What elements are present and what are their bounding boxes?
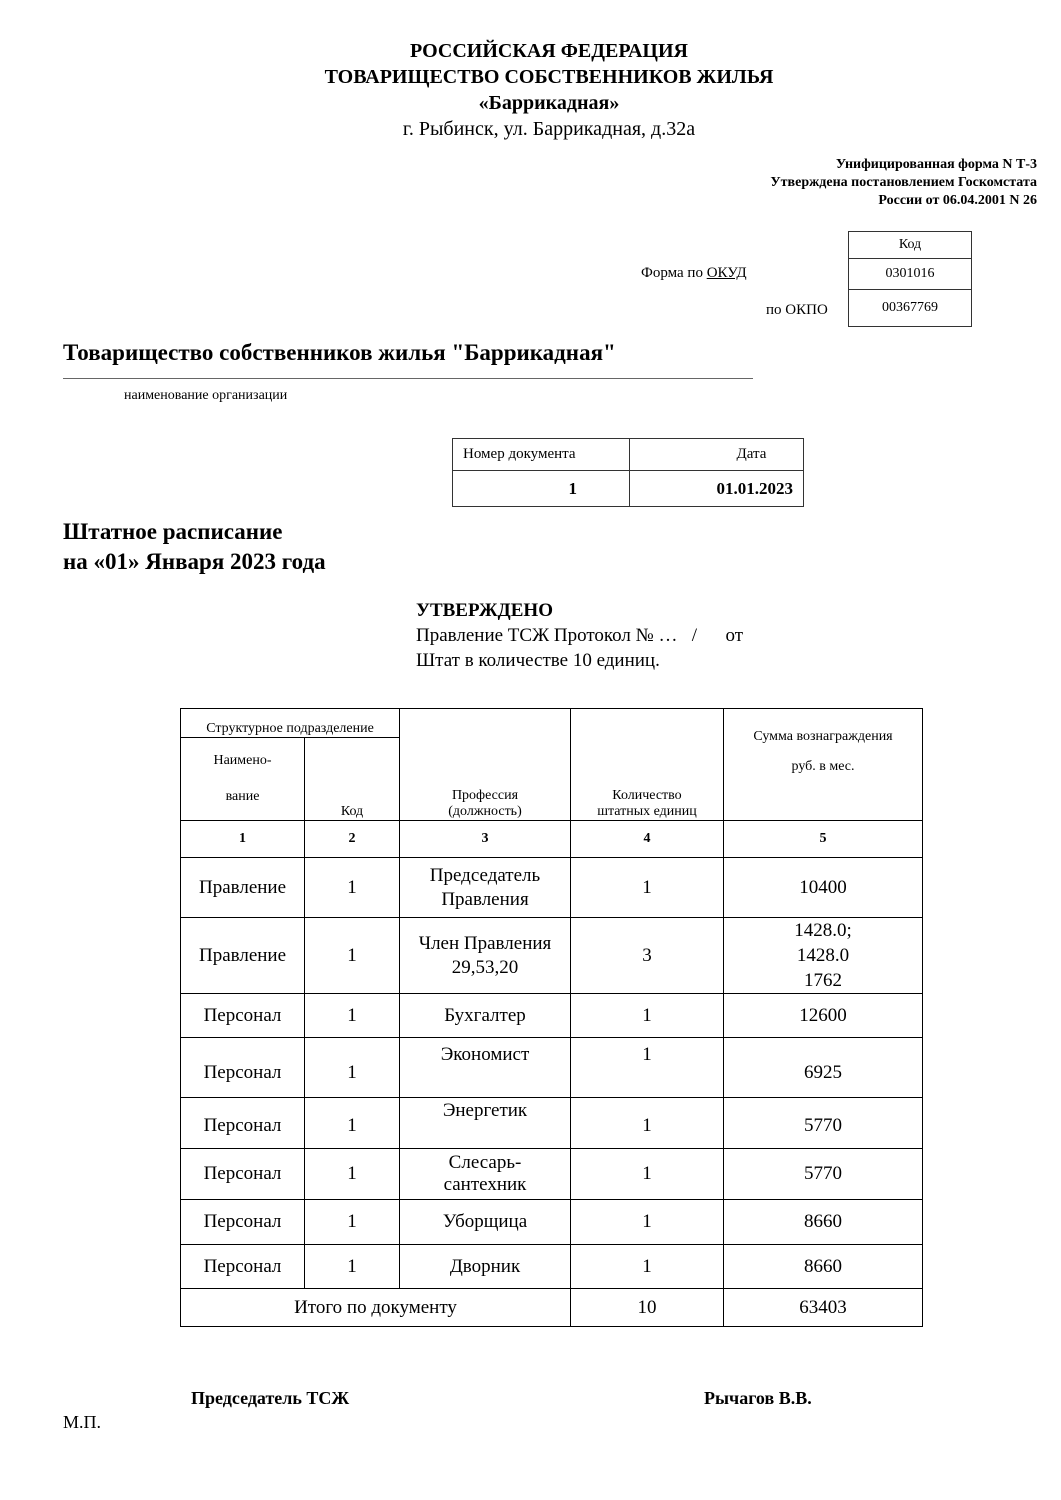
cell-count: 3 bbox=[571, 918, 724, 994]
document-title bbox=[63, 517, 326, 577]
header-count-top: Количество bbox=[612, 788, 682, 803]
cell-code: 1 bbox=[305, 1245, 400, 1289]
title-line2: на «01» Января 2023 года bbox=[63, 549, 326, 574]
organization-name: Товарищество собственников жилья "Баррикадная" bbox=[63, 340, 616, 365]
document-number-table bbox=[452, 438, 804, 507]
header-count bbox=[571, 709, 724, 821]
cell-salary: 5770 bbox=[724, 1098, 923, 1149]
column-number: 1 bbox=[181, 821, 305, 858]
doc-number-value: 1 bbox=[453, 471, 630, 507]
header-code: Код bbox=[305, 738, 400, 821]
header-profession-bottom: (должность) bbox=[448, 804, 522, 819]
doc-number-header: Номер документа bbox=[453, 439, 630, 471]
table-row bbox=[181, 1149, 923, 1200]
cell-division: Персонал bbox=[181, 994, 305, 1038]
cell-code: 1 bbox=[305, 994, 400, 1038]
cell-division: Правление bbox=[181, 858, 305, 918]
cell-position: Экономист bbox=[400, 1038, 571, 1098]
header-name bbox=[181, 738, 305, 821]
header-org-type: ТОВАРИЩЕСТВО СОБСТВЕННИКОВ ЖИЛЬЯ bbox=[324, 66, 774, 88]
signature-role: Председатель ТСЖ bbox=[191, 1388, 350, 1408]
cell-position: Уборщица bbox=[400, 1200, 571, 1245]
header-salary-bottom: руб. в мес. bbox=[791, 759, 855, 774]
table-row bbox=[181, 1245, 923, 1289]
cell-salary: 12600 bbox=[724, 994, 923, 1038]
cell-salary: 10400 bbox=[724, 858, 923, 918]
cell-division: Персонал bbox=[181, 1038, 305, 1098]
form-info-line3: России от 06.04.2001 N 26 bbox=[878, 193, 1037, 208]
cell-count: 1 bbox=[571, 994, 724, 1038]
table-row bbox=[181, 858, 923, 918]
header-salary bbox=[724, 709, 923, 821]
okud-prefix: Форма по bbox=[641, 265, 707, 281]
cell-position: Дворник bbox=[400, 1245, 571, 1289]
cell-salary: 8660 bbox=[724, 1200, 923, 1245]
header-name-bottom: вание bbox=[225, 789, 260, 804]
cell-count: 1 bbox=[571, 1245, 724, 1289]
approval-block bbox=[416, 598, 743, 673]
title-line1: Штатное расписание bbox=[63, 519, 283, 544]
column-numbers-row bbox=[181, 821, 923, 858]
cell-salary: 8660 bbox=[724, 1245, 923, 1289]
okpo-label: по ОКПО bbox=[766, 302, 828, 318]
cell-division: Персонал bbox=[181, 1098, 305, 1149]
cell-count: 1 bbox=[571, 1149, 724, 1200]
codes-header: Код bbox=[849, 232, 972, 259]
cell-salary: 1428.0; 1428.0 1762 bbox=[724, 918, 923, 994]
table-row bbox=[181, 1200, 923, 1245]
cell-division: Правление bbox=[181, 918, 305, 994]
header-address: г. Рыбинск, ул. Баррикадная, д.32а bbox=[402, 118, 696, 140]
total-row bbox=[181, 1289, 923, 1327]
total-label: Итого по документу bbox=[181, 1289, 571, 1327]
cell-count: 1 bbox=[571, 1038, 724, 1098]
column-number: 5 bbox=[724, 821, 923, 858]
document-header bbox=[0, 38, 1061, 142]
header-profession bbox=[400, 709, 571, 821]
stamp-place: М.П. bbox=[63, 1412, 102, 1432]
cell-position: Член Правления 29,53,20 bbox=[400, 918, 571, 994]
okud-value: 0301016 bbox=[849, 259, 972, 290]
okud-link: ОКУД bbox=[706, 265, 747, 281]
cell-position: Слесарь-сантехник bbox=[400, 1149, 571, 1200]
okud-label bbox=[641, 265, 747, 282]
cell-salary: 6925 bbox=[724, 1038, 923, 1098]
cell-code: 1 bbox=[305, 918, 400, 994]
header-profession-top: Профессия bbox=[451, 788, 519, 803]
column-number: 4 bbox=[571, 821, 724, 858]
form-info-line2: Утверждена постановлением Госкомстата bbox=[770, 175, 1037, 190]
header-name-top: Наимено- bbox=[213, 753, 272, 768]
cell-position: Председатель Правления bbox=[400, 858, 571, 918]
table-row bbox=[181, 1038, 923, 1098]
approval-heading: УТВЕРЖДЕНО bbox=[416, 600, 553, 621]
table-row bbox=[181, 994, 923, 1038]
column-number: 2 bbox=[305, 821, 400, 858]
cell-code: 1 bbox=[305, 858, 400, 918]
organization-caption: наименование организации bbox=[124, 388, 288, 403]
table-row bbox=[181, 1098, 923, 1149]
cell-code: 1 bbox=[305, 1038, 400, 1098]
total-count: 10 bbox=[571, 1289, 724, 1327]
header-salary-top: Сумма вознаграждения bbox=[753, 729, 893, 744]
staff-table bbox=[180, 708, 923, 1327]
cell-count: 1 bbox=[571, 1200, 724, 1245]
column-number: 3 bbox=[400, 821, 571, 858]
header-org-name: «Баррикадная» bbox=[478, 92, 620, 114]
cell-count: 1 bbox=[571, 1098, 724, 1149]
total-salary: 63403 bbox=[724, 1289, 923, 1327]
cell-position: Бухгалтер bbox=[400, 994, 571, 1038]
cell-count: 1 bbox=[571, 858, 724, 918]
organization-underline bbox=[63, 378, 753, 379]
cell-division: Персонал bbox=[181, 1149, 305, 1200]
cell-code: 1 bbox=[305, 1149, 400, 1200]
cell-division: Персонал bbox=[181, 1245, 305, 1289]
codes-table bbox=[848, 231, 972, 327]
cell-code: 1 bbox=[305, 1200, 400, 1245]
header-division: Структурное подразделение bbox=[181, 709, 400, 738]
approval-protocol: Правление ТСЖ Протокол № … / от bbox=[416, 625, 744, 646]
doc-date-value: 01.01.2023 bbox=[630, 471, 804, 507]
okpo-value: 00367769 bbox=[849, 290, 972, 327]
cell-salary: 5770 bbox=[724, 1149, 923, 1200]
cell-code: 1 bbox=[305, 1098, 400, 1149]
cell-position: Энергетик bbox=[400, 1098, 571, 1149]
header-country: РОССИЙСКАЯ ФЕДЕРАЦИЯ bbox=[409, 40, 688, 62]
signature-name: Рычагов В.В. bbox=[704, 1388, 812, 1408]
cell-division: Персонал bbox=[181, 1200, 305, 1245]
table-row bbox=[181, 918, 923, 994]
doc-date-header: Дата bbox=[630, 439, 804, 471]
header-count-bottom: штатных единиц bbox=[597, 804, 697, 819]
approval-staff-count: Штат в количестве 10 единиц. bbox=[416, 650, 660, 671]
form-info-line1: Унифицированная форма N Т-3 bbox=[835, 157, 1037, 172]
form-info bbox=[770, 156, 1037, 210]
